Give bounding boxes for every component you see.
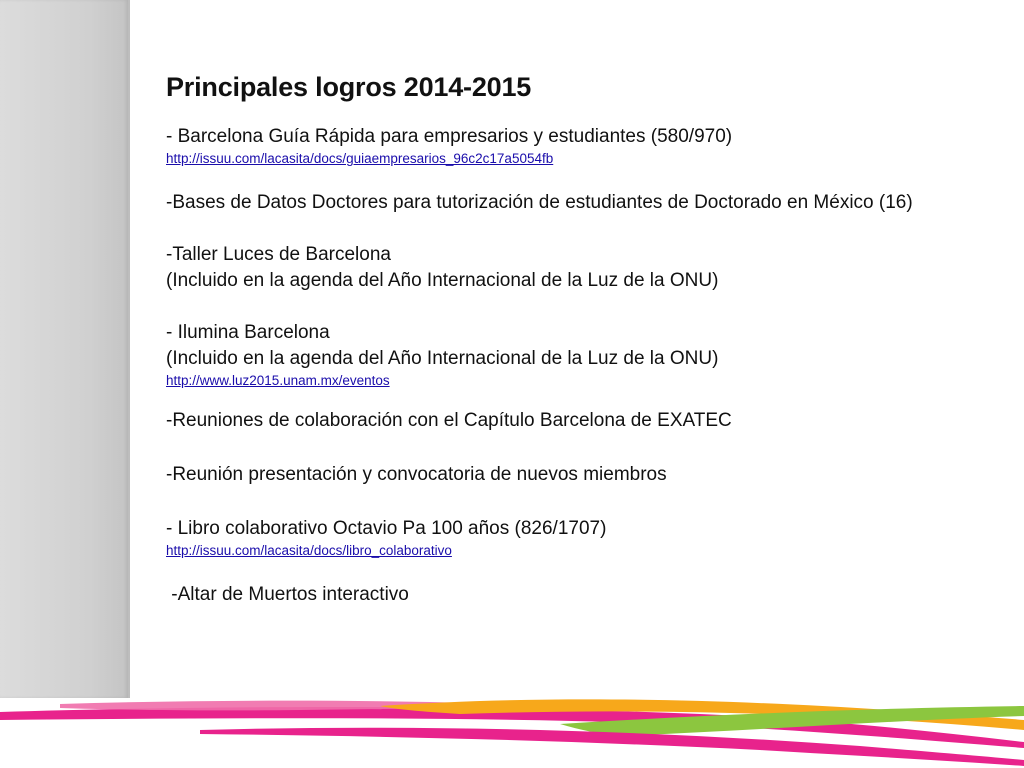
side-panel	[0, 0, 130, 698]
decorative-ribbons	[0, 690, 1024, 768]
item-bases-datos	[166, 190, 956, 216]
item-text: -Reunión presentación y convocatoria de nuevos miembros	[166, 464, 667, 485]
item-text: -Taller Luces de Barcelona	[166, 244, 391, 265]
issuu-libro-link[interactable]: http://issuu.com/lacasita/docs/libro_colaborativo	[166, 543, 452, 558]
item-subtext: (Incluido en la agenda del Año Internacional de la Luz de la ONU)	[166, 348, 719, 369]
item-subtext: (Incluido en la agenda del Año Internacional de la Luz de la ONU)	[166, 270, 719, 291]
item-text: - Barcelona Guía Rápida para empresarios y estudiantes (580/970)	[166, 126, 733, 147]
item-text: -Altar de Muertos interactivo	[166, 584, 409, 605]
luz2015-link[interactable]: http://www.luz2015.unam.mx/eventos	[166, 373, 390, 388]
item-text: -Bases de Datos Doctores para tutorización de estudiantes de Doctorado en México (16)	[166, 192, 913, 213]
item-guia-rapida	[166, 124, 956, 168]
item-taller-luces	[166, 242, 956, 294]
issuu-guia-link[interactable]: http://issuu.com/lacasita/docs/guiaempresarios_96c2c17a5054fb	[166, 151, 554, 166]
slide-title: Principales logros 2014-2015	[166, 72, 532, 102]
item-text: - Ilumina Barcelona	[166, 322, 330, 343]
item-text: -Reuniones de colaboración con el Capítulo Barcelona de EXATEC	[166, 410, 732, 431]
item-ilumina	[166, 320, 956, 390]
item-altar-muertos	[166, 582, 956, 608]
item-libro-colaborativo	[166, 516, 956, 560]
item-reuniones-exatec	[166, 408, 956, 434]
slide-content	[166, 66, 956, 608]
item-text: - Libro colaborativo Octavio Pa 100 años (826/1707)	[166, 518, 607, 539]
item-reunion-presentacion	[166, 462, 956, 488]
